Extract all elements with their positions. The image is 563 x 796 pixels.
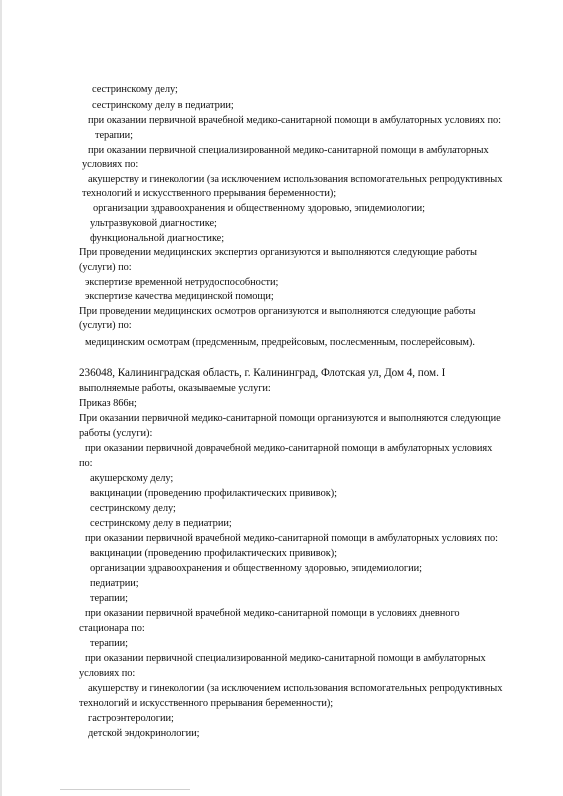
text-line: организации здравоохранения и общественному здоровью, эпидемиологии; [93,203,425,214]
text-line: вакцинации (проведению профилактических прививок); [90,548,337,559]
text-line: терапии; [90,593,128,604]
text-line: при оказании первичной специализированной медико-санитарной помощи в амбулаторных [88,145,489,156]
text-line: при оказании первичной врачебной медико-санитарной помощи в амбулаторных условиях по: [85,533,498,544]
text-line: сестринскому делу в педиатрии; [90,518,232,529]
address-line: 236048, Калининградская область, г. Калининград, Флотская ул, Дом 4, пом. I [79,367,446,379]
text-line: терапии; [90,638,128,649]
text-line: при оказании первичной врачебной медико-санитарной помощи в условиях дневного [85,608,460,619]
text-line: технологий и искусственного прерывания беременности); [82,188,337,199]
text-line: При оказании первичной медико-санитарной помощи организуются и выполняются следующие [79,413,501,424]
text-line: (услуги) по: [79,320,132,331]
text-line: условиях по: [82,159,139,170]
text-line: детской эндокринологии; [88,728,200,739]
text-line: акушерству и гинекологии (за исключением использования вспомогательных репродуктивных [88,683,503,694]
text-line: гастроэнтерологии; [88,713,174,724]
text-line: выполняемые работы, оказываемые услуги: [79,383,271,394]
text-line: стационара по: [79,623,145,634]
text-line: условиях по: [79,668,136,679]
text-line: при оказании первичной врачебной медико-санитарной помощи в амбулаторных условиях по: [88,115,501,126]
text-line: акушерскому делу; [90,473,174,484]
text-line: организации здравоохранения и общественному здоровью, эпидемиологии; [90,563,422,574]
text-line: при оказании первичной доврачебной медико-санитарной помощи в амбулаторных условиях [85,443,493,454]
text-line: сестринскому делу в педиатрии; [92,100,234,111]
text-line: вакцинации (проведению профилактических прививок); [90,488,337,499]
text-line: акушерству и гинекологии (за исключением использования вспомогательных репродуктивных [88,174,503,185]
text-line: экспертизе качества медицинской помощи; [85,291,274,302]
text-line: (услуги) по: [79,262,132,273]
text-line: медицинским осмотрам (предсменным, предрейсовым, послесменным, послерейсовым). [85,337,475,348]
text-line: функциональной диагностике; [90,233,225,244]
text-line: ультразвуковой диагностике; [90,218,217,229]
text-line: сестринскому делу; [90,503,176,514]
text-line: При проведении медицинских экспертиз организуются и выполняются следующие работы [79,247,477,258]
text-line: Приказ 866н; [79,398,137,409]
footer-rule [60,789,190,790]
scan-edge [0,0,2,796]
text-line: сестринскому делу; [92,84,178,95]
text-line: при оказании первичной специализированной медико-санитарной помощи в амбулаторных [85,653,486,664]
text-line: работы (услуги): [79,428,153,439]
text-line: При проведении медицинских осмотров организуются и выполняются следующие работы [79,306,476,317]
text-line: педиатрии; [90,578,139,589]
text-line: технологий и искусственного прерывания беременности); [79,698,334,709]
text-line: экспертизе временной нетрудоспособности; [85,277,279,288]
text-line: терапии; [95,130,133,141]
text-line: по: [79,458,93,469]
